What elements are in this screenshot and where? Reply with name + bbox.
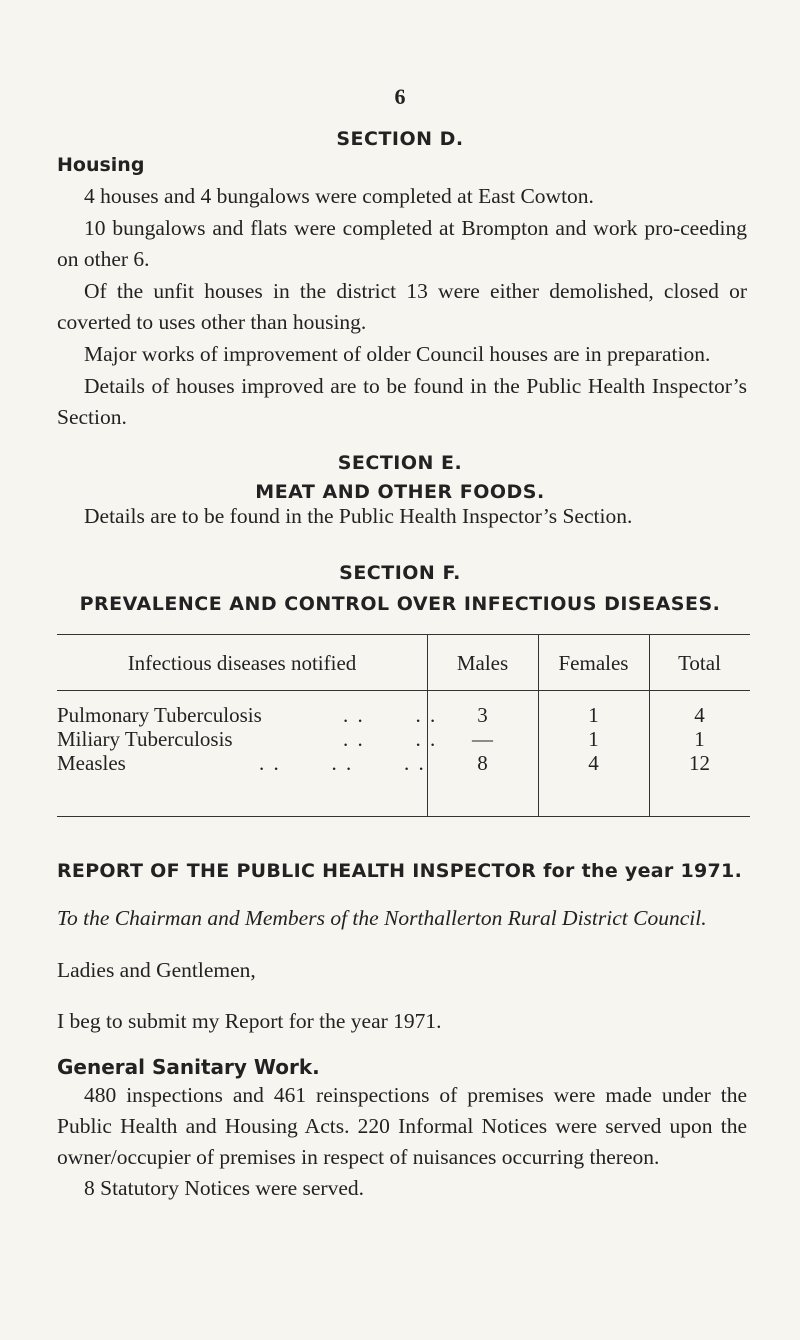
leader-dots: . . . . . .: [259, 751, 426, 775]
leader-dots: . . . .: [343, 727, 438, 751]
housing-subheading: Housing: [57, 154, 145, 176]
housing-paragraph-4: Major works of improvement of older Council houses are in preparation.: [84, 342, 711, 366]
disease-name: Measles: [57, 751, 126, 775]
total-count: 1: [694, 727, 705, 751]
statutory-notices-line: 8 Statutory Notices were served.: [84, 1176, 365, 1200]
table-header-rule: [57, 690, 750, 691]
males-count: —: [472, 727, 493, 751]
housing-paragraph-3: Of the unfit houses in the district 13 were either demolished, closed or coverted to uses other than housing.: [57, 279, 747, 334]
section-d-heading: SECTION D.: [336, 128, 464, 150]
general-sanitary-subheading: General Sanitary Work.: [57, 1055, 320, 1079]
report-addressee: To the Chairman and Members of the Northallerton Rural District Council.: [57, 906, 707, 930]
section-f-title: PREVALENCE AND CONTROL OVER INFECTIOUS DISEASES.: [79, 593, 721, 615]
section-f-heading: SECTION F.: [339, 562, 461, 584]
report-title-main: REPORT OF THE PUBLIC HEALTH INSPECTOR: [57, 860, 537, 882]
leader-dots: . . . .: [343, 703, 438, 727]
opening-line: I beg to submit my Report for the year 1971.: [57, 1009, 442, 1033]
housing-paragraph-2: 10 bungalows and flats were completed at Brompton and work pro-ceeding on other 6.: [57, 216, 747, 271]
males-count: 3: [477, 703, 488, 727]
table-bottom-rule: [57, 816, 750, 817]
females-count: 1: [588, 703, 599, 727]
section-e-heading: SECTION E.: [337, 452, 463, 474]
females-count: 1: [588, 727, 599, 751]
section-e-title: MEAT AND OTHER FOODS.: [255, 481, 545, 503]
header-females: Females: [558, 651, 629, 675]
report-title: [57, 860, 742, 882]
females-count: 4: [588, 751, 599, 775]
header-total: Total: [678, 651, 721, 675]
header-disease: Infectious diseases notified: [127, 651, 357, 675]
sanitary-work-paragraph: 480 inspections and 461 reinspections of premises were made under the Public Health and Housing Acts. 220 Informal Notices were served upon the owner/occupier of premises in respect of nuisances occurring thereon.: [57, 1083, 747, 1169]
disease-name: Miliary Tuberculosis: [57, 727, 233, 751]
males-count: 8: [477, 751, 488, 775]
table-top-rule: [57, 634, 750, 635]
housing-paragraph-1: 4 houses and 4 bungalows were completed at East Cowton.: [84, 184, 594, 208]
housing-paragraph-5: Details of houses improved are to be found in the Public Health Inspector’s Section.: [57, 374, 747, 429]
total-count: 4: [694, 703, 705, 727]
section-e-text: Details are to be found in the Public Health Inspector’s Section.: [84, 504, 633, 528]
report-title-year: for the year 1971.: [536, 860, 743, 882]
header-males: Males: [456, 651, 509, 675]
page-number: 6: [394, 84, 406, 109]
salutation: Ladies and Gentlemen,: [57, 958, 256, 982]
disease-name: Pulmonary Tuberculosis: [57, 703, 262, 727]
total-count: 12: [689, 751, 710, 775]
